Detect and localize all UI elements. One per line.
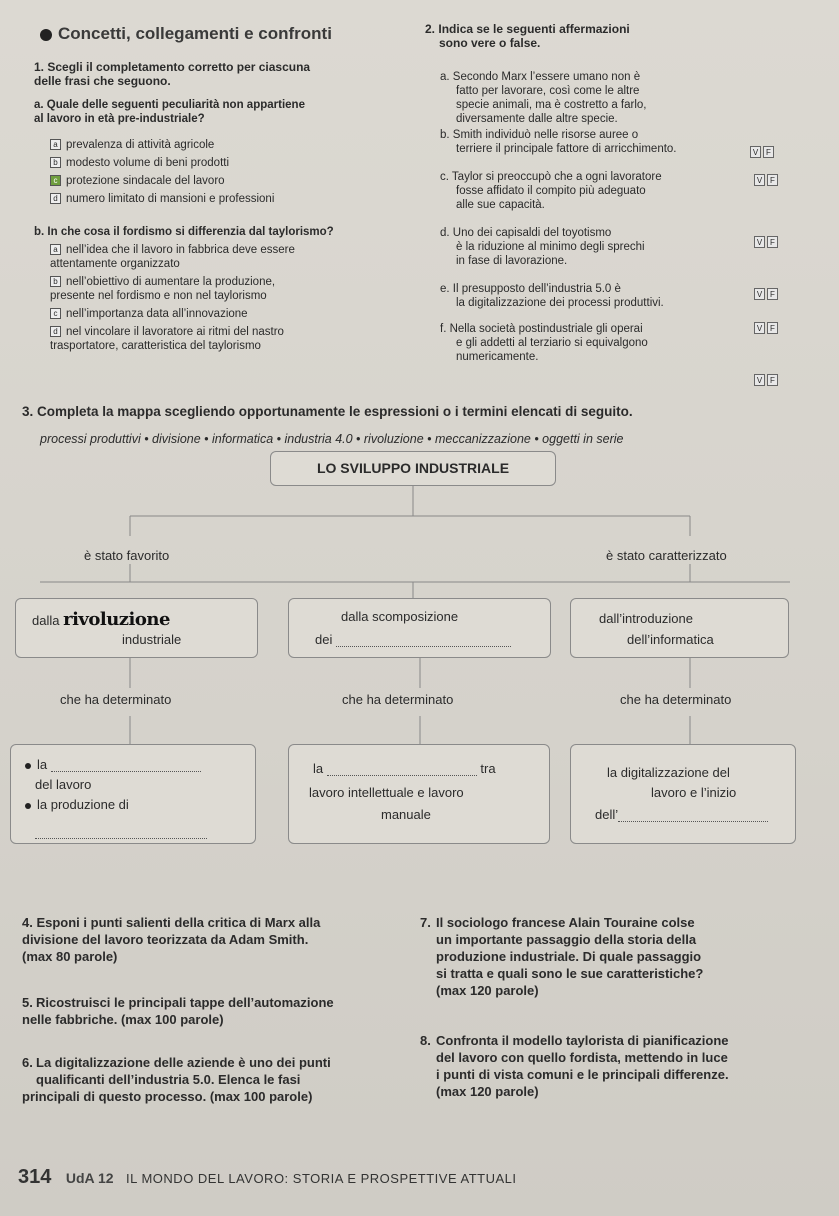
ex2-item-f: f. Nella società postindustriale gli operai e gli addetti al terziario si equivalgono numericamente. xyxy=(440,323,648,363)
ex1-qa: a. Quale delle seguenti peculiarità non appartiene al lavoro in età pre-industriale? xyxy=(34,99,305,125)
vf-f[interactable]: V F xyxy=(752,318,778,336)
option-b-cont: presente nel fordismo e non nel taylorismo xyxy=(50,290,267,302)
ex1-qb-options xyxy=(50,243,410,353)
vf-g[interactable]: V F xyxy=(752,370,778,388)
ex3-title: 3. Completa la mappa scegliendo opportunamente le espressioni o i termini elencati di seguito. xyxy=(22,404,633,419)
option-c[interactable]: c protezione sindacale del lavoro xyxy=(50,174,410,188)
page-number: 314 xyxy=(18,1166,52,1188)
map-connectors xyxy=(0,486,839,606)
ex6: 6. La digitalizzazione delle aziende è uno dei punti qualificanti dell’industria 5.0. Elenca le fasi principali di questo processo. (max 100 parole) xyxy=(22,1055,331,1104)
map-box-rivoluzione: dalla rivoluzione industriale xyxy=(15,598,258,658)
map-box-result-3: la digitalizzazione del lavoro e l’inizio dell’ xyxy=(570,744,796,844)
bullet-icon xyxy=(40,29,52,41)
vf-c[interactable]: V F xyxy=(752,170,778,188)
option-a[interactable]: a prevalenza di attività agricole xyxy=(50,138,410,152)
ex2-item-a: a. Secondo Marx l’essere umano non è fatto per lavorare, così come le altre specie animali, ma è costretto a farlo, diversamente dalle altre specie. xyxy=(440,71,647,125)
ex1-title: 1. Scegli il completamento corretto per ciascuna delle frasi che seguono. xyxy=(34,60,311,88)
bullet-icon xyxy=(25,803,31,809)
map-label-caratterizzato: è stato caratterizzato xyxy=(606,548,727,563)
option-b[interactable]: b modesto volume di beni prodotti xyxy=(50,156,410,170)
ex4: 4. Esponi i punti salienti della critica di Marx alla divisione del lavoro teorizzata da Adam Smith. (max 80 parole) xyxy=(22,915,321,964)
option-d[interactable]: d nel vincolare il lavoratore ai ritmi del nastro xyxy=(50,325,410,339)
map-det-2: che ha determinato xyxy=(342,692,454,707)
ex8: 8. Confronta il modello taylorista di pianificazione del lavoro con quello fordista, mettendo in luce i punti di vista comuni e le principali differenze. (max 120 parole) xyxy=(420,1033,729,1099)
vf-e[interactable]: V F xyxy=(752,284,778,302)
bullet-icon xyxy=(25,763,31,769)
map-connectors-2 xyxy=(0,658,839,758)
option-a-cont: attentamente organizzato xyxy=(50,258,180,270)
map-box-informatica: dall’introduzione dell’informatica xyxy=(570,598,789,658)
option-d-cont: trasportatore, caratteristica del taylorismo xyxy=(50,340,261,352)
blank-field[interactable] xyxy=(51,771,201,772)
option-b[interactable]: b nell’obiettivo di aumentare la produzione, xyxy=(50,275,410,289)
page-footer xyxy=(18,1166,517,1189)
map-root: LO SVILUPPO INDUSTRIALE xyxy=(270,451,556,486)
ex3-terms: processi produttivi • divisione • informatica • industria 4.0 • rivoluzione • meccanizzazione • oggetti in serie xyxy=(40,432,624,446)
handwritten-answer[interactable]: rivoluzione xyxy=(63,609,170,630)
vf-b[interactable]: V F xyxy=(748,142,774,160)
map-box-scomposizione: dalla scomposizione dei xyxy=(288,598,551,658)
ex1-qa-options xyxy=(50,138,410,206)
ex5: 5. Ricostruisci le principali tappe dell’automazione nelle fabbriche. (max 100 parole) xyxy=(22,995,334,1027)
blank-field[interactable] xyxy=(618,821,768,822)
option-a[interactable]: a nell’idea che il lavoro in fabbrica deve essere xyxy=(50,243,410,257)
map-label-favorito: è stato favorito xyxy=(84,548,170,563)
ex2-title: 2. Indica se le seguenti affermazioni sono vere o false. xyxy=(425,22,630,50)
section-title: Concetti, collegamenti e confronti xyxy=(40,24,332,44)
ex2-item-d: d. Uno dei capisaldi del toyotismo è la riduzione al minimo degli sprechi in fase di lavorazione. xyxy=(440,227,645,267)
ex1-qb-stem: b. In che cosa il fordismo si differenzia dal taylorismo? xyxy=(34,226,334,238)
ex2-item-e: e. Il presupposto dell’industria 5.0 è la digitalizzazione dei processi produttivi. xyxy=(440,283,664,309)
option-d[interactable]: d numero limitato di mansioni e professioni xyxy=(50,192,410,206)
ex7: 7. Il sociologo francese Alain Touraine colse un importante passaggio della storia della produzione industriale. Di quale passaggio si tratta e quali sono le sue caratteristiche? (max 120 parole) xyxy=(420,915,704,998)
map-det-1: che ha determinato xyxy=(60,692,172,707)
blank-field[interactable] xyxy=(327,775,477,776)
unit-label: UdA 12 xyxy=(65,1170,114,1186)
map-det-3: che ha determinato xyxy=(620,692,732,707)
blank-field[interactable] xyxy=(336,646,511,647)
unit-title: IL MONDO DEL LAVORO: STORIA E PROSPETTIVE ATTUALI xyxy=(126,1171,517,1186)
ex2-item-b: b. Smith individuò nelle risorse auree o terriere il principale fattore di arricchimento. xyxy=(440,129,677,155)
blank-field[interactable] xyxy=(35,838,207,839)
vf-d[interactable]: V F xyxy=(752,232,778,250)
map-box-result-1: la del lavoro la produzione di xyxy=(10,744,256,844)
ex2-item-c: c. Taylor si preoccupò che a ogni lavoratore fosse affidato il compito più adeguato alle sue capacità. xyxy=(440,171,662,211)
map-box-result-2: la tra lavoro intellettuale e lavoro manuale xyxy=(288,744,550,844)
option-c[interactable]: c nell’importanza data all’innovazione xyxy=(50,307,410,321)
